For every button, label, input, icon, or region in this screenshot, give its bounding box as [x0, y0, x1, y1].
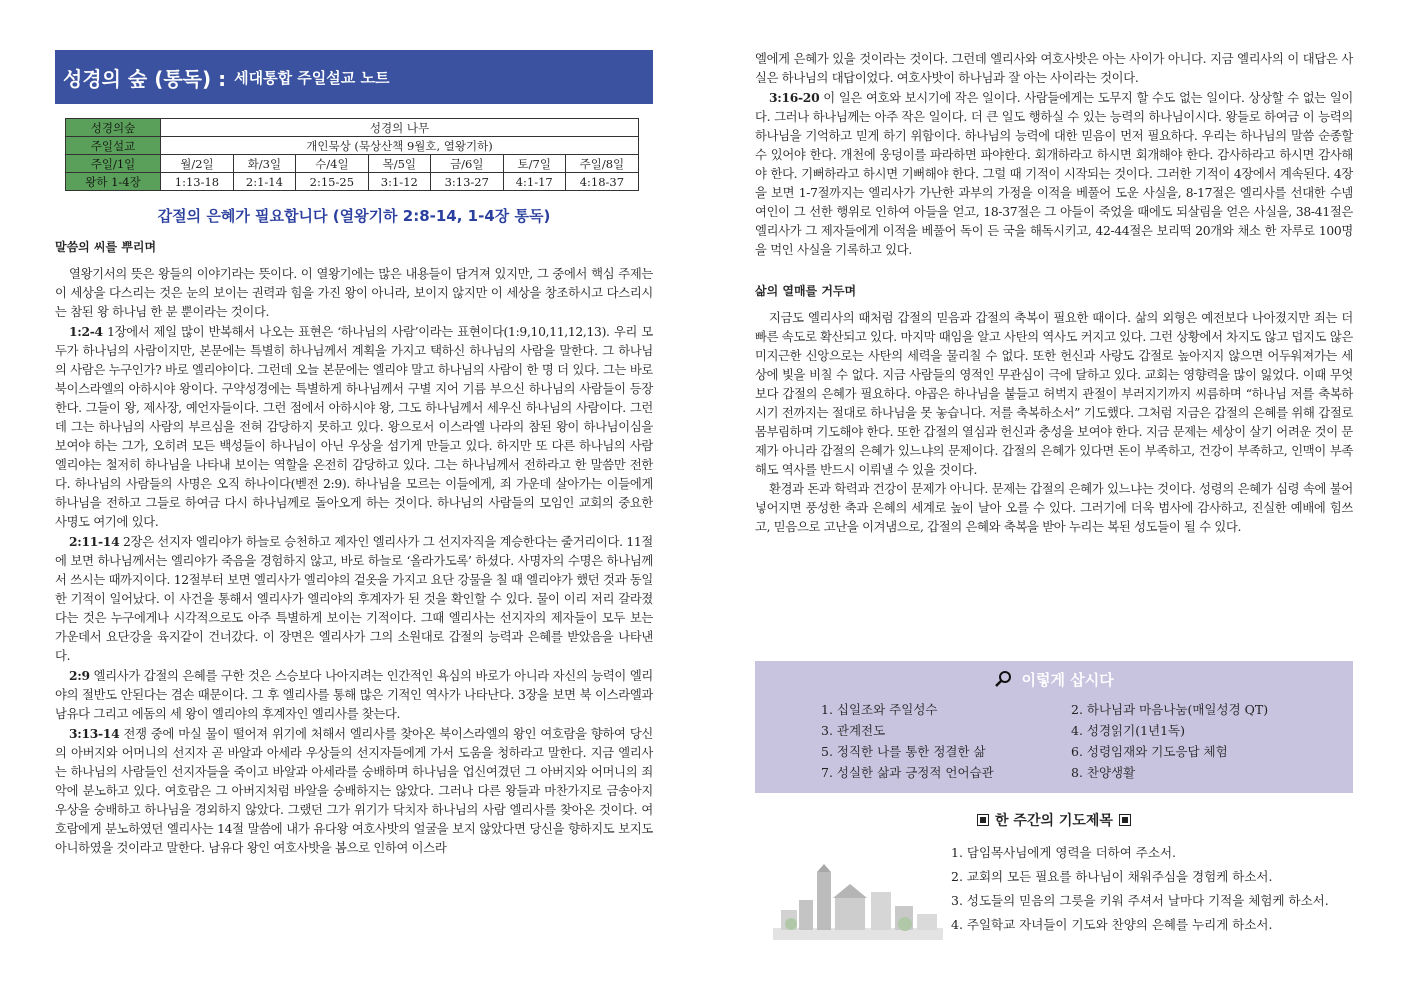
square-bullet-icon: [1119, 814, 1131, 826]
day-cell: 목/5일: [368, 155, 430, 173]
prayer-title: 한 주간의 기도제목: [995, 813, 1113, 829]
ref-cell: 2:15-25: [295, 173, 368, 191]
sermon-title: 갑절의 은혜가 필요합니다 (열왕기하 2:8-14, 1-4장 통독): [157, 207, 551, 225]
live-item: 4. 성경읽기(1년1독): [1071, 723, 1186, 738]
live-item: 5. 정직한 나를 통한 정결한 삶: [821, 744, 986, 759]
paragraph-text: 이 일은 여호와 보시기에 작은 일이다. 사람들에게는 도무지 할 수도 없는 일이다. 상상할 수 없는 일이다. 그러나 하나님께는 아주 작은 일이다. 더 큰 일도 행하실 수 있는 능력의 하나님이시다. 왕들로 하여금 이 능력의 하나님을 기억하고 믿게 하기 위함이다. 하나님의 능력에 대한 믿음이 먼저 필요하다. 우리는 하나님의 말씀 순종할 수 있어야 한다. 개천에 웅덩이를 파라하면 파야한다. 회개하라고 하시면 회개해야 한다. 감사하라고 하시면 감사해야 한다. 기뻐하라고 하시면 기뻐해야 한다. 그럴 때 기적이 시작되는 것이다. 그러한 기적이 4장에서 계속된다. 4장을 보면 1-7절까지는 엘리사가 가난한 과부의 가정을 이적을 베풀어 도운 사실을, 8-17절은 엘리사를 선대한 수넴 여인이 그 선한 행위로 인하여 아들을 얻고, 18-37절은 그 아들이 죽었을 때에도 되살림을 얻은 사실을, 38-41절은 엘리사가 그 제자들에게 이적을 베풀어 독이 든 국을 해독시키고, 42-44절은 보리떡 20개와 채소 한 자루로 100명을 먹인 사실을 기록하고 있다.: [755, 91, 1354, 257]
ref-cell: 3:13-27: [430, 173, 503, 191]
verse-ref: 2:11-14: [69, 534, 120, 549]
right-column: [755, 50, 1354, 932]
verse-ref: 3:16-20: [769, 90, 820, 105]
live-item: 6. 성령임재와 기도응답 체험: [1071, 744, 1228, 759]
ref-cell: 3:1-12: [368, 173, 430, 191]
paragraph-2-11-14: [55, 532, 653, 666]
live-items: [821, 700, 1353, 781]
day-cell: 주일/8일: [565, 155, 638, 173]
ref-cell: 4:1-17: [503, 173, 565, 191]
reading-schedule-table: [65, 118, 639, 191]
refs-label: 왕하 1-4장: [66, 173, 161, 191]
intro-paragraph: 열왕기서의 뜻은 왕들의 이야기라는 뜻이다. 이 열왕기에는 많은 내용들이 담겨져 있지만, 그 중에서 핵심 주제는 이 세상을 다스리는 것은 눈의 보이는 권력과 힘을 가진 왕이 아니라, 보이지 않지만 이 세상을 창조하시고 다스리시는 참된 왕 하나님 한 분 뿐이라는 것이다.: [55, 267, 653, 319]
row1-label: 성경의숲: [66, 119, 161, 137]
church-illustration: [773, 862, 943, 940]
paragraph-text: 전쟁 중에 마실 물이 떨어져 위기에 처해서 엘리사를 찾아온 북이스라엘의 왕인 여호람을 향하여 당신의 아버지와 어머니의 선지자 곧 바알과 아세라 우상들의 선지자들에게 가서 도움을 청하라고 말한다. 지금 엘리사는 하나님의 사람들인 선지자들을 죽이고 바알과 아세라를 숭배하며 하나님을 업신여겼던 그 아버지와 어머니의 죄악에 분노하고 있다. 여호람은 그 아버지처럼 바알을 숭배하지는 않았다. 그러나 다른 왕들과 마찬가지로 금송아지 우상을 숭배하고 하나님을 경외하지 않았다. 그랬던 그가 위기가 닥치자 하나님의 사람 엘리사를 찾아온 것이다. 여호람에게 분노하였던 엘리사는 14절 말씀에 내가 유다왕 여호사밧의 얼굴을 보지 않았다면 당신을 향하지도 보지도 아니하였을 것이라고 말한다. 남유다 왕인 여호사밧을 봄으로 인하여 이스라: [55, 727, 653, 855]
day-cell: 토/7일: [503, 155, 565, 173]
verse-ref: 2:9: [69, 668, 90, 683]
prayer-item: 2. 교회의 모든 필요를 하나님이 채워주심을 경험케 하소서.: [951, 869, 1273, 884]
paragraph-text: 1장에서 제일 많이 반복해서 나오는 표현은 ‘하나님의 사람’이라는 표현이다(1:9,10,11,12,13). 우리 모두가 하나님의 사람이지만, 본문에는 특별히 하나님께서 계획을 가지고 택하신 하나님의 사람을 말한다. 그 하나님의 사람은 누구인가? 바로 엘리야이다. 그런데 오늘 본문에는 엘리야 말고 하나님의 사람이 한 명 더 있다. 그는 바로 북이스라엘의 아하시야 왕이다. 구약성경에는 특별하게 하나님께서 구별 지어 기름 부으신 하나님의 사람들이 등장한다. 그들이 왕, 제사장, 예언자들이다. 그런 점에서 아하시야 왕, 그도 하나님께서 세우신 하나님의 사람이다. 그런데 그는 하나님의 사람의 부르심을 전혀 감당하지 못하고 있다. 왕으로서 이스라엘 나라의 참된 왕이 하나님이심을 보여야 하는 그가, 오히려 모든 백성들이 하나님이 아닌 우상을 섬기게 만들고 있다. 하지만 또 다른 하나님의 사람 엘리야는 철저히 하나님을 나타내 보이는 역할을 온전히 감당하고 있다. 그는 하나님께서 전하라고 한 말씀만 전한다. 하나님의 사람들의 사명은 오직 하나이다(벧전 2:9). 하나님을 모르는 이들에게, 죄 가운데 살아가는 이들에게 하나님을 전하고 그들로 하여금 다시 하나님께로 돌아오게 하는 것이다. 하나님의 사람들의 모임인 교회의 중요한 사명도 여기에 있다.: [55, 325, 653, 529]
paragraph-2-9: [55, 666, 653, 724]
paragraph-3-16-20: [755, 88, 1353, 260]
day-cell: 화/3일: [233, 155, 295, 173]
prayer-title-row: [755, 810, 1353, 830]
row2-value: 개인묵상 (묵상산책 9월호, 열왕기하): [161, 137, 639, 155]
row2-label: 주일설교: [66, 137, 161, 155]
prayer-item: 1. 담임목사님에게 영력을 더하여 주소서.: [951, 845, 1176, 860]
prayer-item: 4. 주일학교 자녀들이 기도와 찬양의 은혜를 누리게 하소서.: [951, 917, 1273, 932]
banner-title: 성경의 숲 (통독) :: [63, 66, 227, 91]
left-column: [55, 50, 653, 858]
live-title-row: [755, 669, 1353, 690]
banner-subtitle: 세대통합 주일설교 노트: [234, 68, 390, 87]
paragraph-3-13-14: [55, 724, 653, 858]
live-title: 이렇게 삽시다: [1021, 671, 1114, 689]
paragraph-text: 2장은 선지자 엘리야가 하늘로 승천하고 제자인 엘리사가 그 선지자직을 계승한다는 줄거리이다. 11절에 보면 하나님께서는 엘리야가 죽음을 경험하지 않고, 바로 하늘로 ‘올라가도록’ 하셨다. 사명자의 수명은 하나님께서 쓰시는 때까지이다. 12절부터 보면 엘리사가 엘리야의 겉옷을 가지고 요단 강물을 칠 때 엘리야가 했던 것과 동일한 기적이 일어났다. 이 사건을 통해서 엘리사가 엘리야의 후계자가 된 것을 확인할 수 있다. 물이 이리 저리 갈라졌다는 것은 누구에게나 시각적으로도 아주 특별하게 보이는 기적이다. 그때 엘리사는 선지자의 제자들이 모두 보는 가운데서 요단강을 육지같이 건너갔다. 이 장면은 엘리사가 그의 소원대로 갑절의 능력과 은혜를 받았음을 나타낸다.: [55, 535, 654, 663]
ref-cell: 4:18-37: [565, 173, 638, 191]
paragraph-text: 엘리사가 갑절의 은혜를 구한 것은 스승보다 나아지려는 인간적인 욕심의 바로가 아니라 자신의 능력이 엘리야의 절반도 안된다는 겸손 때문이다. 그 후 엘리사를 통해 많은 기적인 역사가 나타난다. 3장을 보면 북 이스라엘과 남유다 그리고 에돔의 세 왕이 엘리야의 후계자인 엘리사를 찾는다.: [55, 669, 653, 721]
title-banner: [55, 50, 653, 104]
live-like-this-box: [755, 661, 1353, 793]
row1-value: 성경의 나무: [161, 119, 639, 137]
square-bullet-icon: [977, 814, 989, 826]
section2-heading: 삶의 열매를 거두며: [755, 284, 857, 298]
continuation-paragraph: 엘에게 은혜가 있을 것이라는 것이다. 그런데 엘리사와 여호사밧은 아는 사이가 아니다. 지금 엘리사의 이 대답은 사실은 하나님의 대답이었다. 여호사밧이 하나님과 잘 아는 사이라는 것이다.: [755, 52, 1353, 85]
day-cell: 수/4일: [295, 155, 368, 173]
days-label: 주일/1일: [66, 155, 161, 173]
live-item: 7. 성실한 삶과 긍정적 언어습관: [821, 765, 994, 780]
paragraph-1-2-4: [55, 322, 653, 532]
ref-cell: 1:13-18: [161, 173, 234, 191]
day-cell: 금/6일: [430, 155, 503, 173]
verse-ref: 3:13-14: [69, 726, 120, 741]
live-item: 2. 하나님과 마음나눔(매일성경 QT): [1071, 702, 1269, 717]
prayer-list: [951, 841, 1329, 937]
section1-heading: 말씀의 씨를 뿌리며: [55, 240, 157, 254]
ref-cell: 2:1-14: [233, 173, 295, 191]
magnifier-icon: [994, 670, 1012, 688]
live-item: 1. 십일조와 주일성수: [821, 702, 938, 717]
day-cell: 월/2일: [161, 155, 234, 173]
application-paragraph-2: 환경과 돈과 학력과 건강이 문제가 아니다. 문제는 갑절의 은혜가 있느냐는 것이다. 성령의 은혜가 심령 속에 불어 넣어지면 풍성한 축과 은혜의 세계로 높이 날아 오를 수 있다. 그러기에 더욱 범사에 감사하고, 진실한 예배에 힘쓰고, 믿음으로 고난을 이겨냄으로, 갑절의 은혜와 축복을 받아 누리는 복된 성도들이 될 수 있다.: [755, 482, 1353, 534]
prayer-item: 3. 성도들의 믿음의 그릇을 키워 주셔서 날마다 기적을 체험케 하소서.: [951, 893, 1329, 908]
live-item: 8. 찬양생활: [1071, 765, 1136, 780]
application-paragraph-1: 지금도 엘리사의 때처럼 갑절의 믿음과 갑절의 축복이 필요한 때이다. 삶의 외형은 예전보다 나아졌지만 죄는 더 빠른 속도로 확산되고 있다. 마지막 때임을 알고 사탄의 역사도 커지고 있다. 그런 상황에서 차지도 않고 덥지도 않은 미지근한 신앙으로는 사탄의 세력을 물리칠 수 없다. 또한 헌신과 사랑도 갑절로 높아지지 않으면 어두워져가는 세상에 빛을 비칠 수 없다. 지금 사람들의 영적인 무관심이 극에 달하고 있다. 교회는 영향력을 많이 잃었다. 이때 무엇보다 갑절의 은혜가 필요하다. 야곱은 하나님을 붙들고 허벅지 관절이 부러지기까지 씨름하며 “하나님 저를 축복하시기 전까지는 절대로 하나님을 못 놓습니다. 저를 축복하소서” 기도했다. 그처럼 지금은 갑절의 은혜를 위해 갑절로 몸부림하며 기도해야 한다. 또한 갑절의 열심과 헌신과 충성을 보여야 한다. 지금 문제는 세상이 살기 어려운 것이 문제가 아니라 갑절의 은혜가 있느냐의 문제이다. 갑절의 은혜가 있다면 돈이 부족하고, 건강이 부족하고, 인맥이 부족해도 역사를 반드시 이뤄낼 수 있을 것이다.: [755, 311, 1353, 477]
verse-ref: 1:2-4: [69, 324, 103, 339]
live-item: 3. 관계전도: [821, 723, 886, 738]
